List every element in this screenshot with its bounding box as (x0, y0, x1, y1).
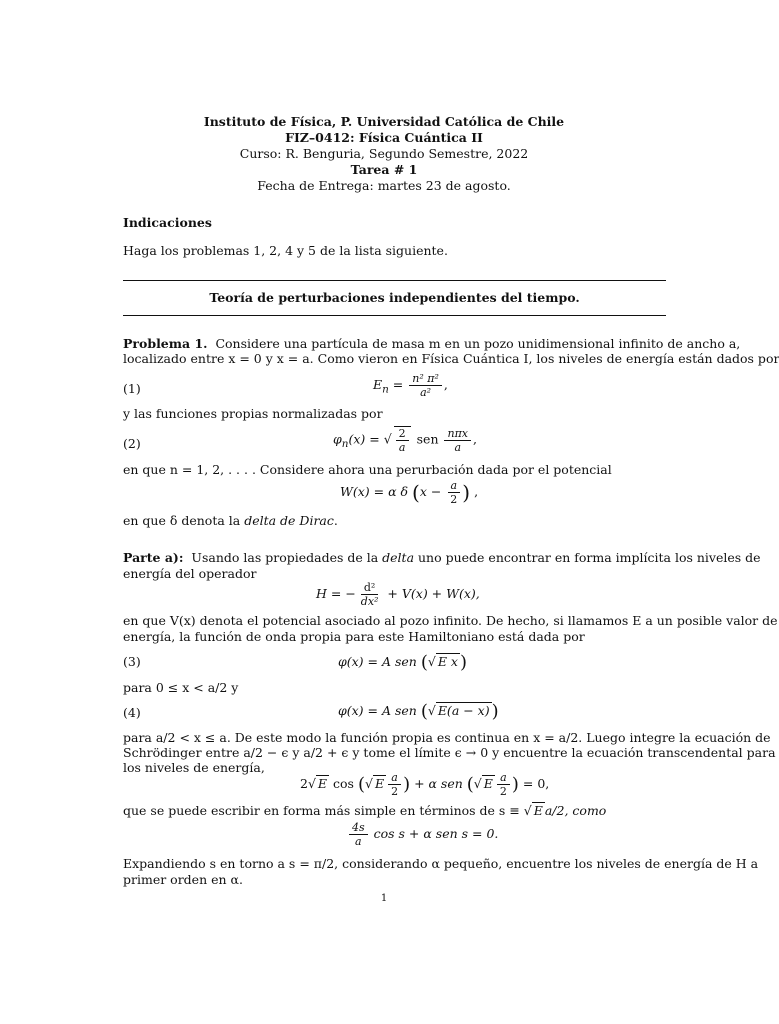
parte-a-line10: Expandiendo s en torno a s = π/2, considerando α pequeño, encuentre los niveles de energía de H a (123, 856, 759, 871)
course-code: FIZ–0412: Física Cuántica II (285, 130, 483, 145)
section-title: Teoría de perturbaciones independientes del tiempo. (209, 290, 580, 305)
eq5-frac-2: $\frac{a}{2}$ (497, 771, 510, 798)
after-eq1: y las funciones propias normalizadas por (123, 406, 383, 421)
indicaciones-text: Haga los problemas 1, 2, 4 y 5 de la lista siguiente. (123, 243, 448, 258)
parte-a-label: Parte a): (123, 550, 184, 565)
parte-a-line1: Parte a): Usando las propiedades de la delta uno puede encontrar en forma implícita los niveles de (123, 550, 761, 565)
eq5-frac-1: $\frac{a}{2}$ (388, 771, 401, 798)
eq-potential: W(x) = α δ (x − $\frac{a}{2}$ ) , (340, 479, 479, 507)
problema1-intro-a: Considere una partícula de masa m en un pozo unidimensional infinito de ancho a, (215, 336, 741, 351)
eq-w-fraction: $\frac{a}{2}$ (447, 479, 460, 506)
eq1-number: (1) (123, 381, 141, 396)
assignment-title: Tarea # 1 (350, 162, 418, 177)
top-rule (123, 280, 666, 281)
eq2: $\varphi_n(x)$ = √ $\frac{2}{a}$ sen $\frac{\text{nπx}}{a}$ , (333, 426, 477, 455)
parte-a-line5: para 0 ≤ x < a/2 y (123, 680, 239, 695)
indicaciones-heading: Indicaciones (123, 215, 212, 230)
parte-a-line2: energía del operador (123, 566, 257, 581)
eq2-sqrt-fraction: $\frac{2}{a}$ (394, 426, 411, 454)
parte-a-line8: los niveles de energía, (123, 760, 265, 775)
parte-a-line11: primer orden en α. (123, 872, 243, 887)
institute-title: Instituto de Física, P. Universidad Católica de Chile (203, 114, 565, 129)
eq-transcendental: 2√ E cos (√ E $\frac{a}{2}$ ) + α sen (√ E $\frac{a}{2}$ ) = 0, (300, 771, 550, 799)
parte-a-line4: energía, la función de onda propia para este Hamiltoniano está dada por (123, 629, 585, 644)
parte-a-line6: para a/2 < x ≤ a. De este modo la función propia es continua en x = a/2. Luego integre la ecuación de (123, 730, 771, 745)
delta-line: en que δ denota la delta de Dirac. (123, 513, 338, 528)
problema1-intro (123, 336, 741, 352)
eq3: φ(x) = A sen (√ E x ) (338, 652, 467, 673)
bottom-rule (123, 315, 666, 316)
eq2-fraction: $\frac{\text{nπx}}{a}$ (444, 427, 471, 454)
eq2-number: (2) (123, 436, 141, 451)
page-number: 1 (380, 893, 388, 904)
eq-simplified: $\frac{4s}{a}$ cos s + α sen s = 0. (347, 821, 498, 848)
due-date: Fecha de Entrega: martes 23 de agosto. (257, 178, 511, 193)
problema1-label: Problema 1. (123, 336, 208, 351)
eq6-fraction: $\frac{4s}{a}$ (349, 821, 368, 848)
eq4-number: (4) (123, 705, 141, 720)
eq4: φ(x) = A sen (√ E(a − x) ) (338, 701, 499, 722)
course-instructor: Curso: R. Benguria, Segundo Semestre, 2022 (239, 146, 529, 161)
problema1-intro-b: localizado entre x = 0 y x = a. Como vieron en Física Cuántica I, los niveles de energía están dados por (123, 351, 779, 366)
eq3-number: (3) (123, 654, 141, 669)
parte-a-line9: que se puede escribir en forma más simple en términos de s ≡ √ E a/2, como (123, 803, 607, 818)
eq-hamiltonian: H = − $\frac{\text{d²}}{\text{dx²}}$ + V(x) + W(x), (316, 581, 480, 609)
eq-h-fraction: $\frac{\text{d²}}{\text{dx²}}$ (360, 581, 379, 609)
eq1: $E_n$ = $\frac{\text{n² π²}}{\text{a²}}$ , (373, 372, 448, 400)
after-eq2: en que n = 1, 2, . . . . Considere ahora una perurbación dada por el potencial (123, 462, 612, 477)
parte-a-line7: Schrödinger entre a/2 − ϵ y a/2 + ϵ y tome el límite ϵ → 0 y encuentre la ecuación transcendental para (123, 745, 776, 760)
parte-a-line3: en que V(x) denota el potencial asociado al pozo infinito. De hecho, si llamamos E a un posible valor de (123, 613, 778, 628)
eq1-fraction: $\frac{\text{n² π²}}{\text{a²}}$ (409, 372, 442, 399)
